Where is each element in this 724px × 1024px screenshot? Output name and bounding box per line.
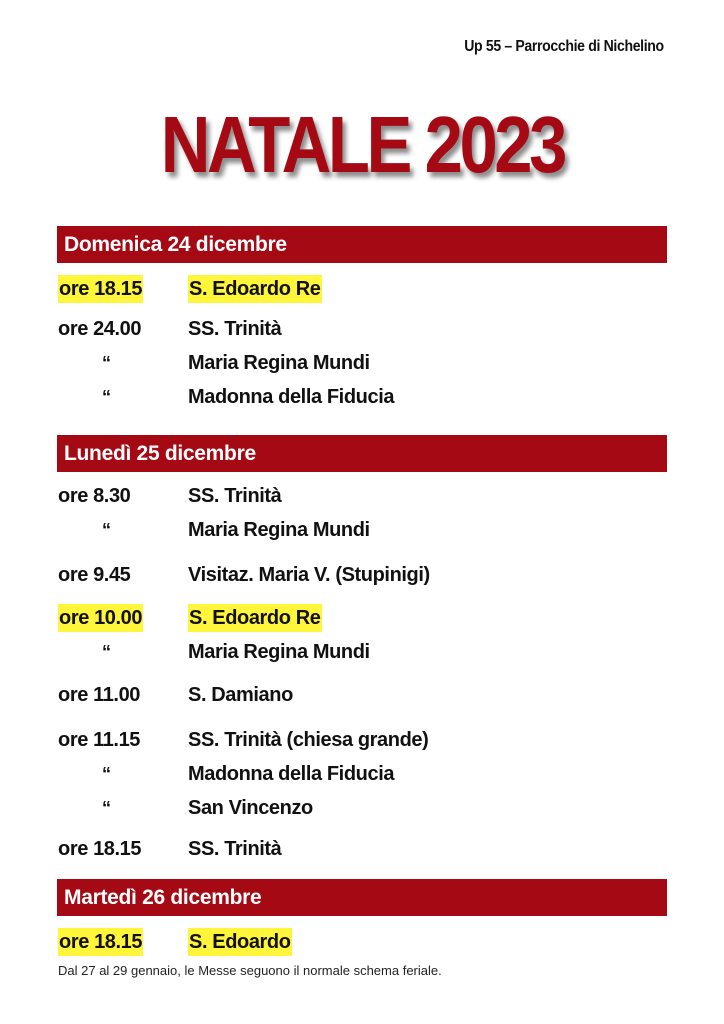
mass-place: S. Edoardo Re [188,275,322,303]
mass-place: Maria Regina Mundi [188,352,370,374]
mass-place: Maria Regina Mundi [188,641,370,663]
mass-place: S. Edoardo [188,928,292,956]
mass-place: S. Damiano [188,684,293,706]
mass-time: ore 9.45 [58,564,131,586]
mass-place: S. Edoardo Re [188,604,322,632]
footnote: Dal 27 al 29 gennaio, le Messe seguono il normale schema feriale. [58,963,442,978]
mass-place: Madonna della Fiducia [188,763,395,785]
mass-time: ore 24.00 [58,318,142,340]
mass-time: ore 18.15 [58,838,142,860]
ditto-mark: “ [102,642,111,662]
mass-time: ore 10.00 [58,604,143,632]
page-title [0,100,724,190]
ditto-mark: “ [102,353,111,373]
mass-place: Visitaz. Maria V. (Stupinigi) [188,564,430,586]
ditto-mark: “ [102,520,111,540]
mass-place: Maria Regina Mundi [188,519,370,541]
mass-time: ore 11.15 [58,729,141,751]
mass-place: SS. Trinità [188,318,282,340]
mass-place: SS. Trinità [188,485,282,507]
mass-time: ore 18.15 [58,928,143,956]
page-title-text: NATALE 2023 [160,100,564,189]
ditto-mark: “ [102,764,111,784]
organization-header: Up 55 – Parrocchie di Nichelino [464,38,664,55]
mass-place: Madonna della Fiducia [188,386,395,408]
day-header-26: Martedì 26 dicembre [57,879,667,916]
ditto-mark: “ [102,387,111,407]
mass-place: SS. Trinità (chiesa grande) [188,729,429,751]
mass-place: San Vincenzo [188,797,313,819]
mass-place: SS. Trinità [188,838,282,860]
day-header-24: Domenica 24 dicembre [57,226,667,263]
mass-time: ore 18.15 [58,275,143,303]
ditto-mark: “ [102,798,111,818]
mass-time: ore 11.00 [58,684,141,706]
day-header-25: Lunedì 25 dicembre [57,435,667,472]
mass-time: ore 8.30 [58,485,131,507]
